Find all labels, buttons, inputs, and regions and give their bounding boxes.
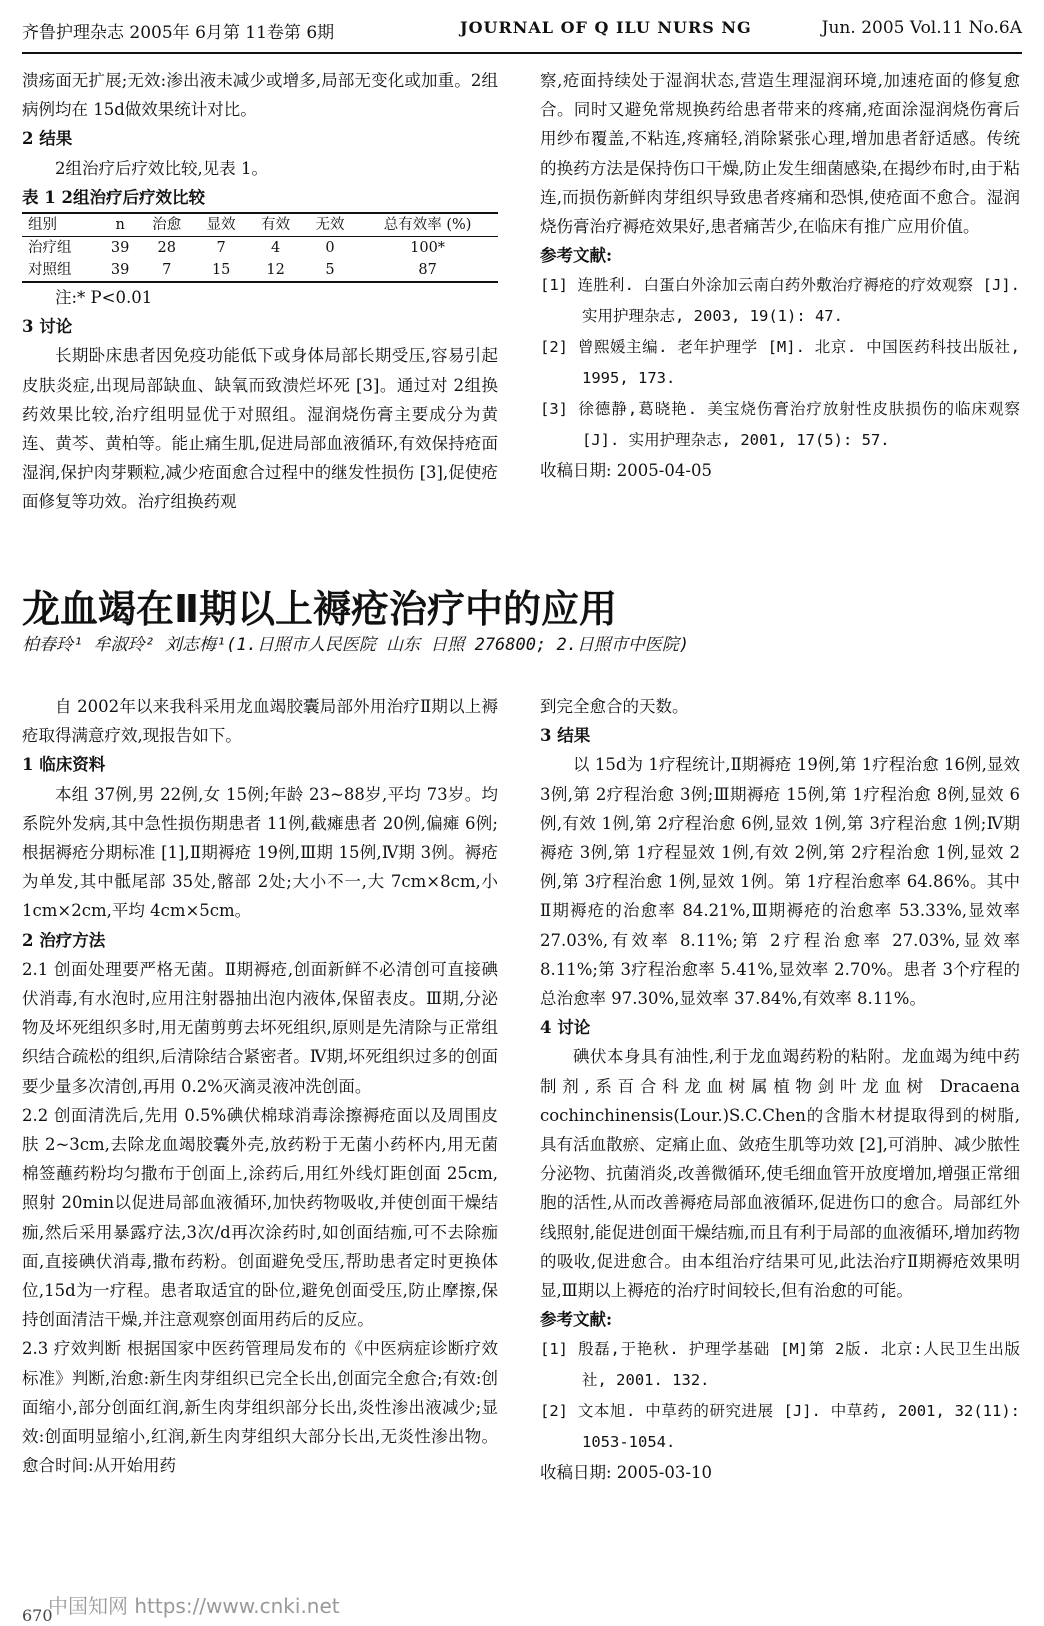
table-cell: 7 <box>162 262 172 279</box>
table-cell: 39 <box>110 240 130 257</box>
prev-paragraph: 2组治疗后疗效比较,见表 1。 <box>55 158 268 178</box>
table-cell: 87 <box>418 262 437 279</box>
section-heading: 4 讨论 <box>540 1018 591 1038</box>
table-cell: 12 <box>266 262 285 279</box>
section-heading: 2 治疗方法 <box>22 930 106 950</box>
references-title: 参考文献: <box>540 1310 613 1330</box>
table-cell: 100* <box>410 240 446 257</box>
efficacy-table <box>22 212 498 283</box>
table-header: 治愈 <box>152 217 182 234</box>
table-caption: 表 1 2组治疗后疗效比较 <box>22 187 205 207</box>
body-paragraph: 2.3 疗效判断 根据国家中医药管理局发布的《中医病症诊断疗效标准》判断,治愈:新生肉芽组织已完全长出,创面完全愈合;有效:创面缩小,部分创面红润,新生肉芽组织部分长出,炎性渗出液减少;显效:创面明显缩小,红润,新生肉芽组织大部分长出,无炎性渗出物。愈合时间:从开始用药 <box>22 1339 498 1476</box>
table-row <box>22 259 498 282</box>
body-paragraph: 2.2 创面清洗后,先用 0.5%碘伏棉球消毒涂擦褥疮面以及周围皮肤 2~3cm,去除龙血竭胶囊外壳,放药粉于无菌小药杯内,用无菌棉签蘸药粉均匀撒布于创面上,涂药后,用红外线灯距创面 25cm,照射 20min以促进局部血液循环,加快药物吸收,并使创面干燥结痂,然后采用暴露疗法,3次/d再次涂药时,如创面结痂,可不去除痂面,直接碘伏消毒,撒布药粉。创面避免受压,帮助患者定时更换体位,15d为一疗程。患者取适宜的卧位,避免创面受压,防止摩擦,保持创面清洁干燥,并注意观察创面用药后的反应。 <box>22 1105 498 1330</box>
body-paragraph: 到完全愈合的天数。 <box>540 697 689 716</box>
section-heading: 3 结果 <box>540 726 591 746</box>
article-col1 <box>22 692 498 1480</box>
body-paragraph: 2.1 创面处理要严格无菌。Ⅱ期褥疮,创面新鲜不必清创可直接碘伏消毒,有水泡时,应用注射器抽出泡内液体,保留表皮。Ⅲ期,分泌物及坏死组织多时,用无菌剪剪去坏死组织,原则是先清除与正常组织结合疏松的组织,后清除结合紧密者。Ⅳ期,坏死组织过多的创面要少量多次清创,再用 0.2%灭滴灵液冲洗创面。 <box>22 959 498 1096</box>
table-row <box>22 237 498 260</box>
prev-paragraph: 溃疡面无扩展;无效:渗出液未减少或增多,局部无变化或加重。2组病例均在 15d做效果统计对比。 <box>22 71 498 120</box>
prev-paragraph: 察,疮面持续处于湿润状态,营造生理湿润环境,加速疮面的修复愈合。同时又避免常规换药给患者带来的疼痛,疮面涂湿润烧伤膏后用纱布覆盖,不粘连,疼痛轻,消除紧张心理,增加患者舒适感。传统的换药方法是保持伤口干燥,防止发生细菌感染,在揭纱布时,由于粘连,而损伤新鲜肉芽组织导致患者疼痛和恐惧,使疮面不愈合。湿润烧伤膏治疗褥疮效果好,患者痛苦少,在临床有推广应用价值。 <box>540 71 1020 237</box>
table-header: n <box>115 217 125 234</box>
section-heading: 2 结果 <box>22 129 73 149</box>
intro-paragraph: 自 2002年以来我科采用龙血竭胶囊局部外用治疗Ⅱ期以上褥疮取得满意疗效,现报告如下。 <box>22 697 498 746</box>
prev-article-col1 <box>22 66 498 517</box>
references-title: 参考文献: <box>540 246 613 266</box>
reference-item: [1] 殷磊,于艳秋. 护理学基础 [M]第 2版. 北京:人民卫生出版社, 2001. 132. <box>540 1340 1020 1390</box>
received-date: 收稿日期: 2005-04-05 <box>540 461 712 481</box>
header-journal-cn: 齐鲁护理杂志 2005年 6月第 11卷第 6期 <box>22 23 335 43</box>
header-issue: Jun. 2005 Vol.11 No.6A <box>821 18 1022 38</box>
prev-article-col2 <box>540 66 1020 486</box>
running-header <box>0 0 1044 44</box>
references-list <box>540 1334 1020 1458</box>
table-header: 无效 <box>315 217 345 234</box>
prev-paragraph: 长期卧床患者因免疫功能低下或身体局部长期受压,容易引起皮肤炎症,出现局部缺血、缺氧而致溃烂坏死 [3]。通过对 2组换药效果比较,治疗组明显优于对照组。湿润烧伤膏主要成分为黄连、黄芩、黄柏等。能止痛生肌,促进局部血液循环,有效保持疮面湿润,保护肉芽颗粒,减少疮面愈合过程中的继发性损伤 [3],促使疮面修复等功效。治疗组换药观 <box>22 346 498 512</box>
table-cell: 7 <box>216 240 226 257</box>
section-heading: 3 讨论 <box>22 317 73 337</box>
reference-item: [1] 连胜利. 白蛋白外涂加云南白药外敷治疗褥疮的疗效观察 [J]. 实用护理杂志, 2003, 19(1): 47. <box>540 276 1020 326</box>
reference-item: [3] 徐德静,葛晓艳. 美宝烧伤膏治疗放射性皮肤损伤的临床观察 [J]. 实用护理杂志, 2001, 17(5): 57. <box>540 400 1020 450</box>
table-cell: 对照组 <box>28 262 72 279</box>
header-journal-en: JOURNAL OF Q ILU NURS NG <box>460 18 752 37</box>
table-header: 显效 <box>206 217 236 234</box>
received-date: 收稿日期: 2005-03-10 <box>540 1463 712 1483</box>
reference-item: [2] 文本旭. 中草药的研究进展 [J]. 中草药, 2001, 32(11): 1053-1054. <box>540 1402 1020 1452</box>
table-cell: 15 <box>211 262 231 279</box>
table-cell: 治疗组 <box>28 240 72 257</box>
reference-item: [2] 曾熙媛主编. 老年护理学 [M]. 北京. 中国医药科技出版社, 1995, 173. <box>540 338 1020 388</box>
cnki-watermark: 中国知网 https://www.cnki.net <box>48 1594 340 1618</box>
table-note: 注:* P<0.01 <box>55 288 153 308</box>
table-cell: 5 <box>325 262 335 279</box>
references-list <box>540 270 1020 456</box>
table-header: 组别 <box>28 217 57 234</box>
page-number: 670 <box>22 1606 53 1625</box>
table-header: 总有效率 (%) <box>383 217 472 234</box>
body-paragraph: 碘伏本身具有油性,利于龙血竭药粉的粘附。龙血竭为纯中药制剂,系百合科龙血树属植物剑叶龙血树 Dracaena cochinchinensis(Lour.)S.C.Chen的含脂木材提取得到的树脂,具有活血散瘀、定痛止血、敛疮生肌等功效 [2],可消肿、减少脓性分泌物、抗菌消炎,改善微循环,使毛细血管开放度增加,增强正常细胞的活性,从而改善褥疮局部血液循环,促进伤口的愈合。局部红外线照射,能促进创面干燥结痂,而且有利于局部的血液循环,增加药物的吸收,促进愈合。由本组治疗结果可见,此法治疗Ⅱ期褥疮效果明显,Ⅲ期以上褥疮的治疗时间较长,但有治愈的可能。 <box>540 1047 1020 1301</box>
article-title: 龙血竭在Ⅱ期以上褥疮治疗中的应用 <box>22 587 618 631</box>
article-col2 <box>540 692 1020 1488</box>
article-authors: 柏春玲¹ 牟淑玲² 刘志梅¹(1.日照市人民医院 山东 日照 276800; 2.日照市中医院) <box>22 635 690 655</box>
table-cell: 0 <box>325 240 335 257</box>
body-paragraph: 本组 37例,男 22例,女 15例;年龄 23~88岁,平均 73岁。均系院外发病,其中急性损伤期患者 11例,截瘫患者 20例,偏瘫 6例;根据褥疮分期标准 [1],Ⅱ期褥疮 19例,Ⅲ期 15例,Ⅳ期 3例。褥疮为单发,其中骶尾部 35处,髂部 2处;大小不一,大 7cm×8cm,小 1cm×2cm,平均 4cm×5cm。 <box>22 784 498 921</box>
section-heading: 1 临床资料 <box>22 755 106 775</box>
body-paragraph: 以 15d为 1疗程统计,Ⅱ期褥疮 19例,第 1疗程治愈 16例,显效 3例,第 2疗程治愈 3例;Ⅲ期褥疮 15例,第 1疗程治愈 8例,显效 6例,有效 1例,第 2疗程治愈 6例,显效 1例,第 3疗程治愈 1例;Ⅳ期褥疮 3例,第 1疗程显效 1例,有效 2例,第 2疗程治愈 1例,显效 2例,第 3疗程治愈 1例,显效 1例。第 1疗程治愈率 64.86%。其中Ⅱ期褥疮的治愈率 84.21%,Ⅲ期褥疮的治愈率 53.33%,显效率 27.03%,有效率 8.11%;第 2疗程治愈率 27.03%,显效率 8.11%;第 3疗程治愈率 5.41%,显效率 2.70%。患者 3个疗程的总治愈率 97.30%,显效率 37.84%,有效率 8.11%。 <box>540 755 1020 1009</box>
table-header: 有效 <box>261 217 291 234</box>
table-cell: 4 <box>270 240 281 257</box>
table-cell: 39 <box>110 262 130 279</box>
header-rule <box>22 52 1022 54</box>
table-cell: 28 <box>157 240 176 257</box>
